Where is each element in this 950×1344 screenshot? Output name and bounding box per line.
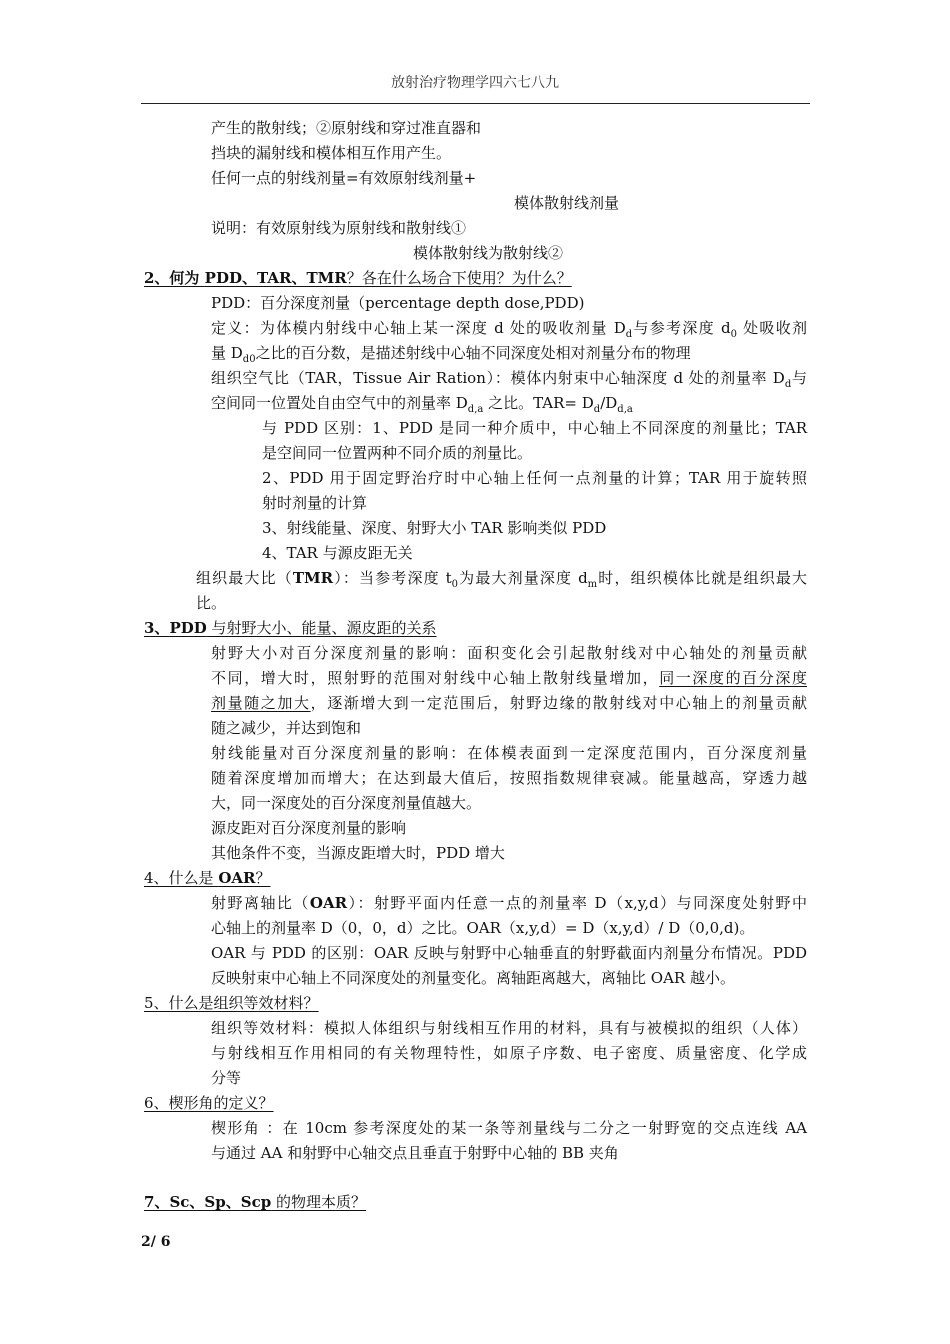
text-line: 射时剂量的计算 — [262, 494, 368, 512]
text-line: 任何一点的射线剂量=有效原射线剂量+ — [211, 169, 477, 187]
question-7-heading: 7、Sc、Sp、Scp 的物理本质？ — [144, 1193, 367, 1211]
text-line: 模体散射线剂量 — [514, 194, 620, 212]
text-line: 产生的散射线；②原射线和穿过准直器和 — [211, 119, 482, 137]
tar-definition: 组织空气比（TAR，Tissue Air Ration）：模体内射束中心轴深度 d 处的剂量率 $D_d$与 — [211, 369, 807, 390]
text-line: 与 PDD 区别：1、PDD 是同一种介质中，中心轴上不同深度的剂量比；TAR — [262, 419, 807, 437]
text-line: 其他条件不变，当源皮距增大时，PDD 增大 — [211, 844, 505, 862]
text-line: 不同，增大时，照射野的范围对射线中心轴上散射线量增加，同一深度的百分深度 — [211, 669, 807, 687]
text-line: 源皮距对百分深度剂量的影响 — [211, 819, 407, 837]
text-line: 说明：有效原射线为原射线和散射线① — [211, 219, 467, 237]
text-line: 随着深度增加而增大；在达到最大值后，按照指数规律衰减。能量越高，穿透力越 — [211, 769, 807, 787]
text-line: OAR 与 PDD 的区别：OAR 反映与射野中心轴垂直的射野截面内剂量分布情况。PDD — [211, 944, 807, 962]
oar-definition: 射野离轴比（OAR）：射野平面内任意一点的剂量率 D（x,y,d）与同深度处射野中 — [211, 894, 807, 912]
text-line: 与射线相互作用相同的有关物理特性，如原子序数、电子密度、质量密度、化学成 — [211, 1044, 807, 1062]
text-line: 心轴上的剂量率 D（0，0，d）之比。OAR（x,y,d）= D（x,y,d）/ D（0,0,d)。 — [211, 919, 755, 937]
pdd-definition-cont: 量 $D_{d0}$之比的百分数，是描述射线中心轴不同深度处相对剂量分布的物理 — [211, 344, 691, 365]
text-line: 大，同一深度处的百分深度剂量值越大。 — [211, 794, 482, 812]
text-line: 2、PDD 用于固定野治疗时中心轴上任何一点剂量的计算；TAR 用于旋转照 — [262, 469, 807, 487]
text-line: 与通过 AA 和射野中心轴交点且垂直于射野中心轴的 BB 夹角 — [211, 1144, 619, 1162]
text-line: 射野大小对百分深度剂量的影响：面积变化会引起散射线对中心轴处的剂量贡献 — [211, 644, 807, 662]
text-line: 模体散射线为散射线② — [413, 244, 564, 262]
pdd-definition: 定义：为体模内射线中心轴上某一深度 d 处的吸收剂量 $D_d$与参考深度 $d_0$ 处吸收剂 — [211, 319, 808, 340]
header-divider — [141, 103, 810, 104]
text-line: 组织等效材料：模拟人体组织与射线相互作用的材料，具有与被模拟的组织（人体） — [211, 1019, 807, 1037]
text-line: 4、TAR 与源皮距无关 — [262, 544, 413, 562]
text-line: 3、射线能量、深度、射野大小 TAR 影响类似 PDD — [262, 519, 607, 537]
question-3-heading: 3、PDD 与射野大小、能量、源皮距的关系 — [144, 619, 437, 637]
text-line: 是空间同一位置两种不同介质的剂量比。 — [262, 444, 533, 462]
text-line: 剂量随之加大，逐渐增大到一定范围后，射野边缘的散射线对中心轴上的剂量贡献 — [211, 694, 807, 712]
question-6-heading: 6、楔形角的定义？ — [144, 1094, 274, 1112]
page-header: 放射治疗物理学四六七八九 — [391, 75, 559, 91]
question-2-heading: 2、何为 PDD、TAR、TMR？各在什么场合下使用？为什么？ — [144, 269, 572, 287]
text-line: 分等 — [211, 1069, 242, 1087]
pdd-name: PDD：百分深度剂量（percentage depth dose,PDD) — [211, 294, 585, 312]
text-line: 挡块的漏射线和模体相互作用产生。 — [211, 144, 452, 162]
text-line: 比。 — [196, 594, 227, 612]
text-line: 反映射束中心轴上不同深度处的剂量变化。离轴距离越大，离轴比 OAR 越小。 — [211, 969, 735, 987]
text-line: 射线能量对百分深度剂量的影响：在体模表面到一定深度范围内，百分深度剂量 — [211, 744, 807, 762]
text-line: 随之减少，并达到饱和 — [211, 719, 362, 737]
question-5-heading: 5、什么是组织等效材料？ — [144, 994, 319, 1012]
text-line: 楔形角 ：在 10cm 参考深度处的某一条等剂量线与二分之一射野宽的交点连线 AA — [211, 1119, 807, 1137]
tar-definition-cont: 空间同一位置处自由空气中的剂量率 $D_{d,a}$ 之比。$TAR= D_d/D_{d,a}$ — [211, 394, 633, 415]
page-number: 2/ 6 — [141, 1234, 171, 1250]
tmr-definition: 组织最大比（TMR）：当参考深度 $t_0$为最大剂量深度 $d_m$时，组织模体比就是组织最大 — [196, 569, 807, 590]
question-4-heading: 4、什么是 OAR？ — [144, 869, 271, 887]
